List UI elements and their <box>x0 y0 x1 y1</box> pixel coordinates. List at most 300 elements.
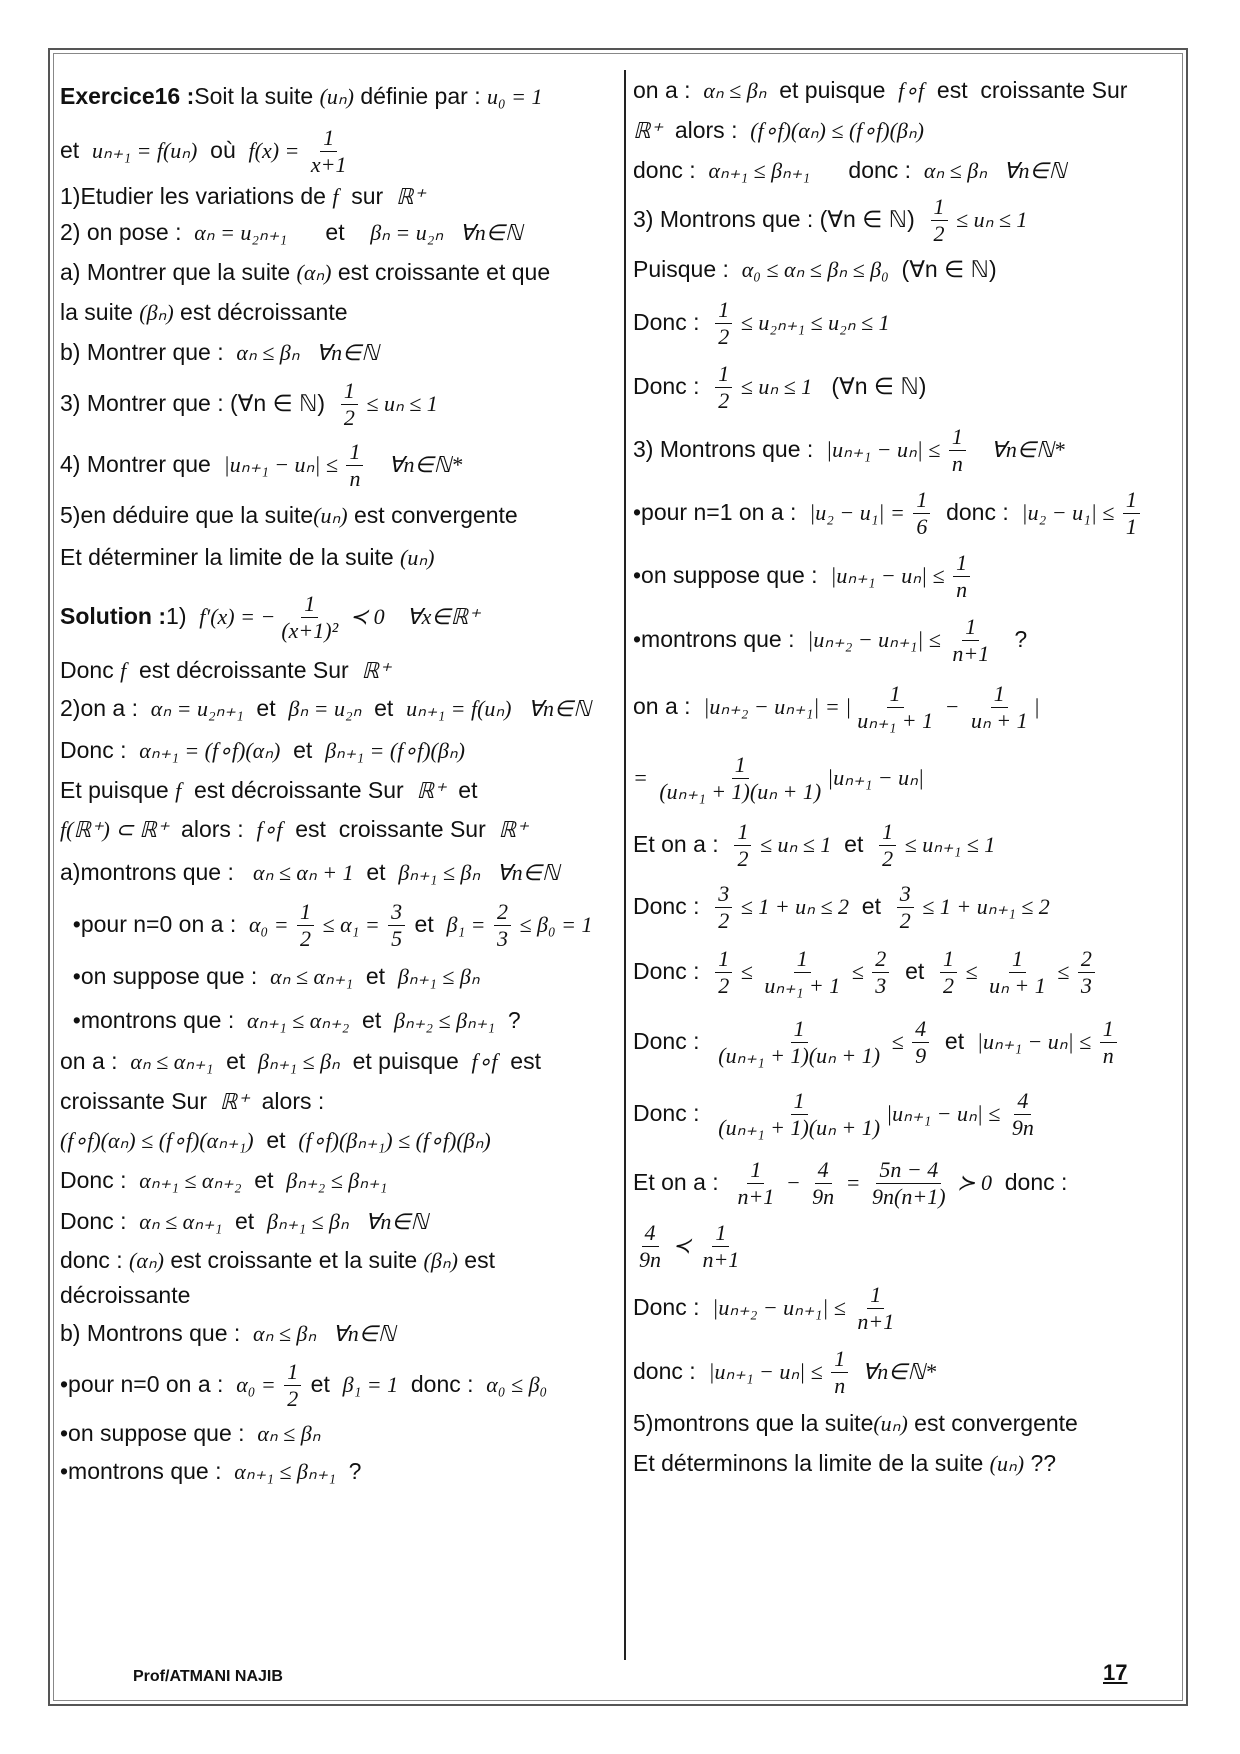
left-column <box>60 72 615 1490</box>
text-segment: 4) Montrer que <box>60 451 224 478</box>
fraction-numerator: 1 <box>831 1347 848 1372</box>
math-expression: αₙ ≤ βₙ <box>257 1420 321 1446</box>
text-line <box>60 536 615 580</box>
text-line <box>60 730 615 772</box>
fraction-numerator: 1 <box>794 947 811 972</box>
math-expression: α₀ ≤ αₙ ≤ βₙ ≤ β₀ <box>741 256 889 282</box>
fraction-denominator: 2 <box>882 845 894 871</box>
text-line <box>60 122 615 180</box>
text-segment: et <box>361 695 407 722</box>
text-segment: Donc : <box>633 1028 713 1055</box>
math-expression: αₙ₊₁ ≤ αₙ₊₂ <box>139 1167 242 1193</box>
text-segment: donc : <box>933 499 1022 526</box>
text-line <box>60 850 615 896</box>
text-segment: •on suppose que : <box>60 963 271 990</box>
fraction <box>854 682 936 731</box>
text-segment: décroissante <box>60 1282 191 1309</box>
text-segment: Donc : <box>633 1294 713 1321</box>
text-line <box>60 1000 615 1042</box>
math-expression: uₙ₊₁ = f(uₙ) <box>91 137 198 163</box>
fraction-denominator: uₙ₊₁ + 1 <box>857 707 934 733</box>
fraction-numerator: 2 <box>872 947 889 972</box>
fraction-denominator: 9 <box>915 1042 927 1068</box>
fraction-numerator: 1 <box>991 682 1008 707</box>
text-segment: donc : <box>991 1169 1068 1196</box>
text-line <box>60 810 615 850</box>
fraction-denominator: n+1 <box>737 1183 775 1209</box>
math-expression: f′(x) = − <box>199 603 276 629</box>
math-expression: βₙ₊₁ ≤ βₙ ∀n∈ℕ <box>398 859 560 885</box>
text-segment: ? <box>335 1458 362 1485</box>
text-segment: 5)en déduire que la suite <box>60 502 314 529</box>
text-line <box>633 742 1188 814</box>
text-segment: et <box>280 737 326 764</box>
text-segment: donc : <box>633 157 709 184</box>
fraction-numerator: 3 <box>897 882 914 907</box>
fraction <box>1123 488 1140 537</box>
fraction-numerator: 1 <box>715 298 732 323</box>
fraction <box>297 900 314 949</box>
fraction-denominator: 1 <box>1125 513 1137 539</box>
fraction <box>636 1221 664 1270</box>
text-segment: •pour n=0 on a : <box>60 911 249 938</box>
math-expression: ≺ <box>667 1232 697 1258</box>
math-expression: f∘f <box>471 1048 498 1074</box>
text-segment: alors : <box>662 117 751 144</box>
math-expression: βₙ₊₂ ≤ βₙ₊₁ <box>286 1167 388 1193</box>
fraction-denominator: 2 <box>718 387 730 413</box>
math-expression: (uₙ) <box>319 83 354 109</box>
text-line <box>60 1312 615 1356</box>
text-segment: Donc <box>60 657 121 684</box>
text-segment: 3) Montrons que : <box>633 436 827 463</box>
math-expression: f(ℝ⁺) ⊂ ℝ⁺ <box>60 816 169 842</box>
text-line <box>633 672 1188 742</box>
text-segment: et <box>287 219 371 246</box>
math-expression: αₙ ≤ βₙ ∀n∈ℕ <box>253 1320 396 1346</box>
text-line <box>60 332 615 374</box>
fraction-numerator: 1 <box>320 126 337 151</box>
math-expression: αₙ ≤ αₙ + 1 <box>253 859 354 885</box>
math-expression: (uₙ) <box>873 1410 908 1436</box>
text-segment: et <box>222 1208 267 1235</box>
fraction-denominator: 9n <box>639 1246 661 1272</box>
text-segment: b) Montrer que : <box>60 339 237 366</box>
text-line <box>633 290 1188 356</box>
fraction-denominator: n+1 <box>952 640 990 666</box>
text-line <box>633 1150 1188 1216</box>
fraction <box>715 298 732 347</box>
fraction-denominator: 2 <box>287 1385 299 1411</box>
math-expression: αₙ ≤ βₙ ∀n∈ℕ <box>923 157 1067 183</box>
fraction-denominator: (uₙ₊₁ + 1)(uₙ + 1) <box>718 1114 881 1140</box>
math-expression: αₙ ≤ αₙ₊₁ <box>270 963 354 989</box>
text-line <box>60 496 615 536</box>
math-expression: |uₙ₊₁ − uₙ| ≤ <box>223 451 344 477</box>
fraction-denominator: uₙ + 1 <box>970 707 1028 733</box>
text-segment: et puisque <box>766 77 899 104</box>
math-expression: (f∘f)(αₙ) ≤ (f∘f)(βₙ) <box>750 117 924 143</box>
math-expression: ℝ⁺ <box>416 777 446 803</box>
math-expression: ≤ β₀ = 1 <box>513 911 593 937</box>
fraction <box>656 753 824 802</box>
fraction-denominator: (uₙ₊₁ + 1)(uₙ + 1) <box>718 1042 881 1068</box>
fraction-denominator: 5 <box>391 925 403 951</box>
text-segment: 2)on a : <box>60 695 151 722</box>
text-segment: a)montrons que : <box>60 859 254 886</box>
math-expression: (uₙ) <box>989 1450 1025 1476</box>
math-expression: ≤ uₙ ≤ 1 <box>360 390 438 416</box>
fraction <box>986 947 1049 996</box>
fraction-denominator: 9n <box>812 1183 835 1209</box>
fraction <box>308 126 350 175</box>
fraction <box>346 440 363 489</box>
fraction <box>278 592 341 641</box>
text-line <box>633 482 1188 544</box>
fraction <box>715 1089 883 1138</box>
text-segment: •pour n=1 on a : <box>633 499 810 526</box>
text-segment: on a : <box>60 1048 131 1075</box>
math-expression: βₙ₊₁ ≤ βₙ <box>397 963 480 989</box>
text-line <box>633 1216 1188 1276</box>
math-expression: β₁ = 1 <box>342 1371 399 1397</box>
text-segment: est convergente <box>907 1410 1078 1437</box>
fraction-numerator: 1 <box>284 1360 301 1385</box>
math-expression: ≤ uₙ ≤ 1 <box>754 831 832 857</box>
text-line <box>633 1078 1188 1150</box>
math-expression: f <box>120 657 127 683</box>
fraction <box>879 820 896 869</box>
text-segment: Donc : <box>60 737 140 764</box>
math-expression: |uₙ₊₁ − uₙ| ≤ <box>976 1028 1097 1054</box>
fraction <box>715 947 732 996</box>
fraction-numerator: 5n − 4 <box>876 1158 941 1183</box>
math-expression: ℝ⁺ <box>395 183 425 209</box>
text-segment: et <box>253 1127 299 1154</box>
fraction <box>341 379 358 428</box>
math-expression: ∀n∈ℕ* <box>968 436 1065 462</box>
fraction-denominator: 2 <box>899 907 911 933</box>
fraction <box>872 947 889 996</box>
fraction-numerator: 1 <box>887 682 904 707</box>
text-segment: Et déterminer la limite de la suite <box>60 544 401 571</box>
text-segment: (∀n ∈ ℕ) <box>888 256 997 283</box>
fraction-numerator: 1 <box>1123 488 1140 513</box>
text-segment: •on suppose que : <box>633 562 831 589</box>
text-segment: donc : <box>810 157 924 184</box>
text-line <box>633 1404 1188 1444</box>
math-expression: ≤ uₙ ≤ 1 <box>735 373 813 399</box>
math-expression: f <box>175 777 182 803</box>
text-segment: •pour n=0 on a : <box>60 1371 237 1398</box>
text-segment: Et puisque <box>60 777 176 804</box>
math-expression: ≤ <box>960 958 984 984</box>
math-expression: βₙ₊₁ ≤ βₙ <box>258 1048 340 1074</box>
fraction-denominator: 3 <box>1080 972 1092 998</box>
text-segment: Et déterminons la limite de la suite <box>633 1450 990 1477</box>
text-segment: et <box>892 958 938 985</box>
math-expression: βₙ₊₁ = (f∘f)(βₙ) <box>325 737 465 763</box>
text-line <box>633 876 1188 938</box>
math-expression: |uₙ₊₁ − uₙ| ≤ <box>826 436 946 462</box>
text-line <box>633 1006 1188 1078</box>
text-segment: est croissante et la suite <box>164 1247 424 1274</box>
text-line <box>60 1160 615 1202</box>
text-segment: est croissante Sur <box>924 77 1128 104</box>
math-expression: ≤ u₂ₙ₊₁ ≤ u₂ₙ ≤ 1 <box>735 309 890 335</box>
text-segment: •montrons que : <box>60 1007 248 1034</box>
text-segment: et <box>213 1048 259 1075</box>
fraction-numerator: 1 <box>867 1283 884 1308</box>
text-segment: 3) Montrons que : (∀n ∈ ℕ) <box>633 206 928 233</box>
text-segment: est <box>457 1247 495 1274</box>
math-expression: |uₙ₊₂ − uₙ₊₁| ≤ <box>807 626 947 652</box>
math-expression: βₙ₊₂ ≤ βₙ₊₁ <box>394 1007 496 1033</box>
fraction <box>1100 1017 1117 1066</box>
text-segment: Donc : <box>633 958 713 985</box>
text-line <box>633 938 1188 1006</box>
fraction-denominator: 2 <box>718 907 730 933</box>
text-line <box>60 214 615 252</box>
math-expression: ≤ 1 + uₙ ≤ 2 <box>735 893 850 919</box>
fraction <box>931 195 948 244</box>
text-segment: Et on a : <box>633 831 732 858</box>
fraction-numerator: 1 <box>715 362 732 387</box>
text-segment: 3) Montrer que : (∀n ∈ ℕ) <box>60 390 338 417</box>
bold-heading: Solution : <box>60 603 167 630</box>
fraction <box>715 362 732 411</box>
math-expression: (βₙ) <box>139 299 174 325</box>
text-segment: on a : <box>633 693 704 720</box>
fraction-numerator: 1 <box>879 820 896 845</box>
fraction-numerator: 4 <box>815 1158 832 1183</box>
math-expression: = <box>840 1169 867 1195</box>
fraction-denominator: 2 <box>933 220 945 246</box>
math-expression: α₀ ≤ β₀ <box>486 1371 548 1397</box>
text-segment: 5)montrons que la suite <box>633 1410 874 1437</box>
text-segment: Puisque : <box>633 256 742 283</box>
text-segment: Donc : <box>633 1100 713 1127</box>
math-expression: ≤ <box>846 958 870 984</box>
fraction-denominator: 2 <box>943 972 955 998</box>
math-expression: u₀ = 1 <box>486 83 543 109</box>
text-segment: et <box>831 831 877 858</box>
text-segment: croissante Sur <box>60 1088 220 1115</box>
math-expression: ℝ⁺ <box>219 1088 249 1114</box>
fraction-denominator: (x+1)² <box>281 617 339 643</box>
math-expression: f∘f <box>898 77 925 103</box>
fraction <box>734 820 751 869</box>
text-line <box>60 1454 615 1490</box>
text-segment: sur <box>338 183 396 210</box>
text-segment: est décroissante <box>173 299 348 326</box>
fraction-denominator: n <box>834 1372 846 1398</box>
fraction-numerator: 1 <box>747 1158 764 1183</box>
fraction-numerator: 1 <box>712 1221 729 1246</box>
text-segment: Donc : <box>633 893 713 920</box>
fraction <box>388 900 405 949</box>
text-line <box>633 72 1188 110</box>
text-segment: •on suppose que : <box>60 1420 258 1447</box>
text-segment: Donc : <box>633 309 713 336</box>
math-expression: α₀ = <box>236 1371 282 1397</box>
text-line <box>60 252 615 294</box>
text-segment: est décroissante Sur <box>126 657 362 684</box>
fraction-numerator: 3 <box>715 882 732 907</box>
text-segment: on a : <box>633 77 704 104</box>
column-divider <box>624 70 626 1660</box>
math-expression: |uₙ₊₂ − uₙ₊₁| ≤ <box>712 1294 852 1320</box>
fraction-numerator: 1 <box>953 551 970 576</box>
text-line <box>633 152 1188 190</box>
math-expression: βₙ₊₁ ≤ βₙ ∀n∈ℕ <box>266 1208 429 1234</box>
fraction-numerator: 1 <box>734 820 751 845</box>
text-line <box>60 1414 615 1454</box>
text-segment: et <box>445 777 478 804</box>
fraction-numerator: 4 <box>1014 1089 1031 1114</box>
text-segment: (∀n ∈ ℕ) <box>812 373 927 400</box>
math-expression: ∀n∈ℕ* <box>851 1358 937 1384</box>
math-expression: |u₂ − u₁| ≤ <box>1021 499 1120 525</box>
text-line <box>60 1202 615 1242</box>
math-expression: (αₙ) <box>129 1247 165 1273</box>
text-segment: et <box>304 1371 343 1398</box>
text-segment: et <box>849 893 894 920</box>
fraction-denominator: n <box>1102 1042 1114 1068</box>
text-segment: donc : <box>633 1358 709 1385</box>
text-line <box>633 544 1188 608</box>
text-segment: et <box>241 1167 287 1194</box>
text-segment: où <box>197 137 249 164</box>
fraction <box>734 1158 777 1207</box>
math-expression: αₙ ≤ βₙ <box>703 77 767 103</box>
math-expression: αₙ = u₂ₙ₊₁ <box>194 219 288 245</box>
text-segment: b) Montrons que : <box>60 1320 254 1347</box>
math-expression: |uₙ₊₁ − uₙ| ≤ <box>708 1358 829 1384</box>
fraction-denominator: 2 <box>300 925 312 951</box>
text-segment: est croissante et que <box>331 259 551 286</box>
fraction-denominator: 9n(n+1) <box>872 1183 946 1209</box>
text-line <box>633 418 1188 482</box>
fraction-denominator: n <box>956 576 968 602</box>
text-segment: Donc : <box>633 373 713 400</box>
math-expression: βₙ = u₂ₙ ∀n∈ℕ <box>370 219 523 245</box>
text-line <box>60 294 615 332</box>
fraction-denominator: 2 <box>737 845 749 871</box>
fraction <box>940 947 957 996</box>
fraction <box>912 1017 929 1066</box>
fraction <box>831 1347 848 1396</box>
math-expression: uₙ₊₁ = f(uₙ) ∀n∈ℕ <box>406 695 591 721</box>
text-line <box>60 72 615 122</box>
text-line <box>633 814 1188 876</box>
fraction-numerator: 1 <box>949 425 966 450</box>
text-line <box>633 190 1188 250</box>
fraction-numerator: 1 <box>346 440 363 465</box>
math-expression: βₙ = u₂ₙ <box>288 695 362 721</box>
text-line <box>633 1340 1188 1404</box>
fraction-denominator: 2 <box>718 972 730 998</box>
fraction-numerator: 1 <box>1100 1017 1117 1042</box>
text-segment: Donc : <box>60 1167 140 1194</box>
text-line <box>60 954 615 1000</box>
math-expression: |uₙ₊₂ − uₙ₊₁| = | <box>703 693 852 719</box>
text-line <box>60 1356 615 1414</box>
fraction <box>913 488 930 537</box>
math-expression: ℝ⁺ <box>633 117 663 143</box>
math-expression: |uₙ₊₁ − uₙ| ≤ <box>886 1100 1006 1126</box>
text-segment: Soit la suite <box>194 83 320 110</box>
text-segment: a) Montrer que la suite <box>60 259 297 286</box>
fraction <box>715 1017 883 1066</box>
text-segment: et <box>349 1007 395 1034</box>
math-expression: αₙ₊₁ ≤ βₙ₊₁ <box>234 1458 336 1484</box>
text-line <box>60 180 615 214</box>
text-segment: ? <box>495 1007 521 1034</box>
math-expression: = <box>633 764 654 790</box>
text-segment: ? <box>995 626 1028 653</box>
text-line <box>60 772 615 810</box>
math-expression: − <box>939 693 965 719</box>
fraction-numerator: 4 <box>912 1017 929 1042</box>
fraction-numerator: 1 <box>931 195 948 220</box>
math-expression: (βₙ) <box>423 1247 458 1273</box>
math-expression: ≤ <box>886 1028 910 1054</box>
math-expression: (uₙ) <box>313 502 348 528</box>
text-segment: Et on a : <box>633 1169 732 1196</box>
text-segment: alors : <box>248 1088 325 1115</box>
math-expression: f∘f <box>256 816 283 842</box>
text-segment: et <box>932 1028 977 1055</box>
fraction-denominator: uₙ₊₁ + 1 <box>764 972 841 998</box>
text-line <box>633 1444 1188 1484</box>
fraction <box>715 882 732 931</box>
math-expression: αₙ ≤ βₙ ∀n∈ℕ <box>236 339 379 365</box>
math-expression: |uₙ₊₁ − uₙ| <box>827 764 924 790</box>
text-segment: est croissante Sur <box>282 816 499 843</box>
fraction-numerator: 2 <box>494 900 511 925</box>
fraction <box>761 947 843 996</box>
text-segment: alors : <box>168 816 257 843</box>
text-line <box>60 1242 615 1280</box>
math-expression: αₙ ≤ αₙ₊₁ <box>139 1208 223 1234</box>
fraction <box>897 882 914 931</box>
math-expression: ≤ uₙ ≤ 1 <box>950 206 1028 232</box>
fraction-denominator: 6 <box>916 513 928 539</box>
fraction-denominator: n <box>349 465 361 491</box>
math-expression: (f∘f)(βₙ₊₁) ≤ (f∘f)(βₙ) <box>298 1127 491 1153</box>
fraction <box>494 900 511 949</box>
text-segment: •montrons que : <box>60 1458 235 1485</box>
text-segment: 2) on pose : <box>60 219 195 246</box>
fraction <box>949 425 966 474</box>
fraction-numerator: 1 <box>791 1089 808 1114</box>
fraction-denominator: n+1 <box>857 1308 895 1334</box>
fraction-denominator: 9n <box>1011 1114 1034 1140</box>
math-expression: ∀n∈ℕ* <box>366 451 463 477</box>
text-line <box>60 654 615 688</box>
math-expression: ≤ <box>735 958 759 984</box>
math-expression: β₁ = <box>446 911 491 937</box>
text-segment: et <box>408 911 447 938</box>
fraction <box>949 615 992 664</box>
fraction <box>869 1158 949 1207</box>
fraction-numerator: 4 <box>642 1221 659 1246</box>
math-expression: αₙ₊₁ ≤ βₙ₊₁ <box>708 157 811 183</box>
fraction-denominator: uₙ + 1 <box>989 972 1046 998</box>
fraction <box>809 1158 837 1207</box>
fraction-numerator: 2 <box>1078 947 1095 972</box>
